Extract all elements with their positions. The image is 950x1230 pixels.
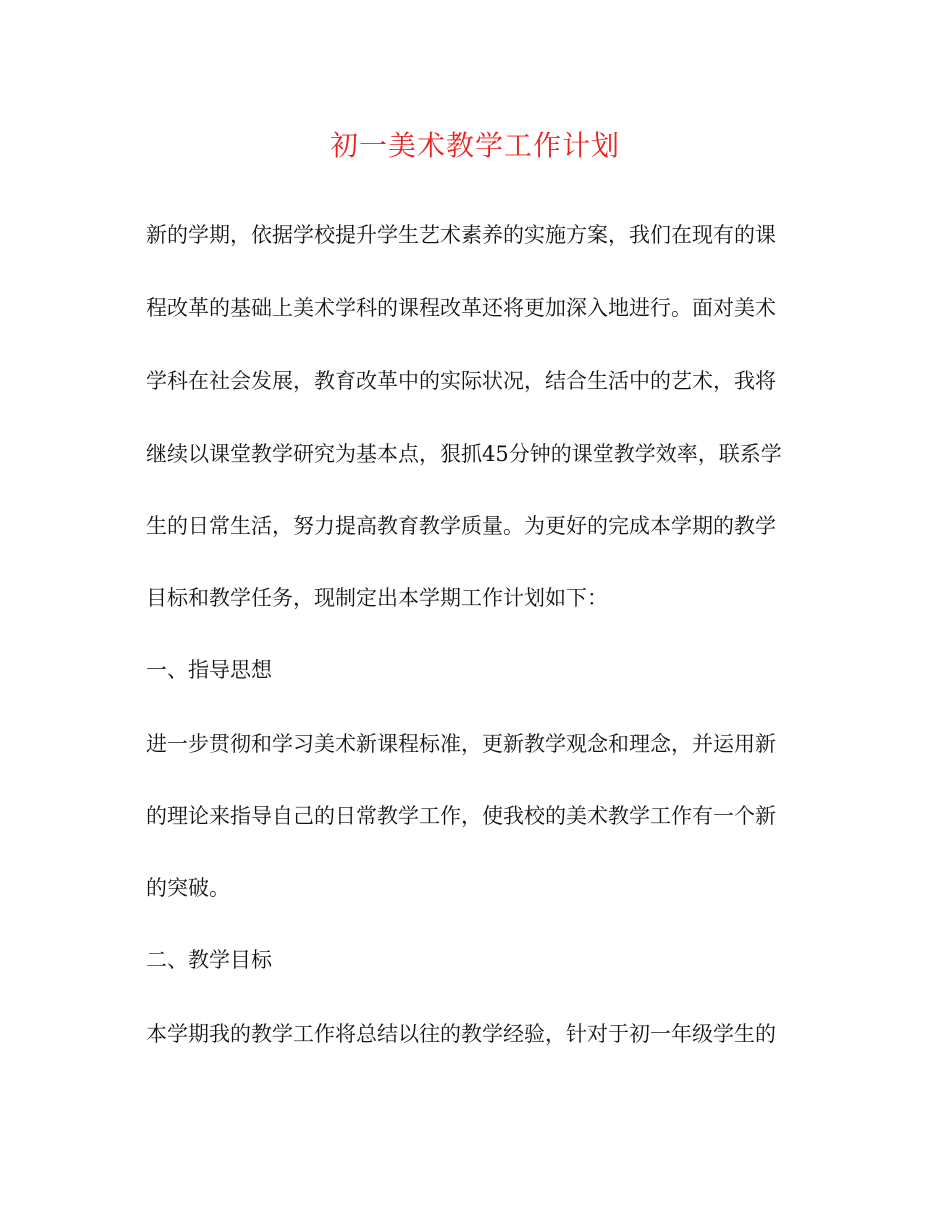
paragraph-line-9: 的突破。 xyxy=(146,876,230,900)
section-heading-2: 二、教学目标 xyxy=(146,948,272,972)
paragraph-line-1: 新的学期，依据学校提升学生艺术素养的实施方案，我们在现有的课 xyxy=(146,223,776,247)
paragraph-line-6: 目标和教学任务，现制定出本学期工作计划如下： xyxy=(146,586,608,610)
paragraph-line-5: 生的日常生活，努力提高教育教学质量。为更好的完成本学期的教学 xyxy=(146,514,776,538)
paragraph-line-8: 的理论来指导自己的日常教学工作，使我校的美术教学工作有一个新 xyxy=(146,804,776,828)
paragraph-line-10: 本学期我的教学工作将总结以往的教学经验，针对于初一年级学生的 xyxy=(146,1022,776,1046)
paragraph-line-7: 进一步贯彻和学习美术新课程标准，更新教学观念和理念，并运用新 xyxy=(146,732,776,756)
section-heading-1: 一、指导思想 xyxy=(146,658,272,682)
document-title: 初一美术教学工作计划 xyxy=(329,129,620,162)
paragraph-line-3: 学科在社会发展，教育改革中的实际状况，结合生活中的艺术，我将 xyxy=(146,369,776,393)
paragraph-line-2: 程改革的基础上美术学科的课程改革还将更加深入地进行。面对美术 xyxy=(146,296,776,320)
paragraph-line-4: 继续以课堂教学研究为基本点，狠抓45分钟的课堂教学效率，联系学 xyxy=(146,442,782,466)
